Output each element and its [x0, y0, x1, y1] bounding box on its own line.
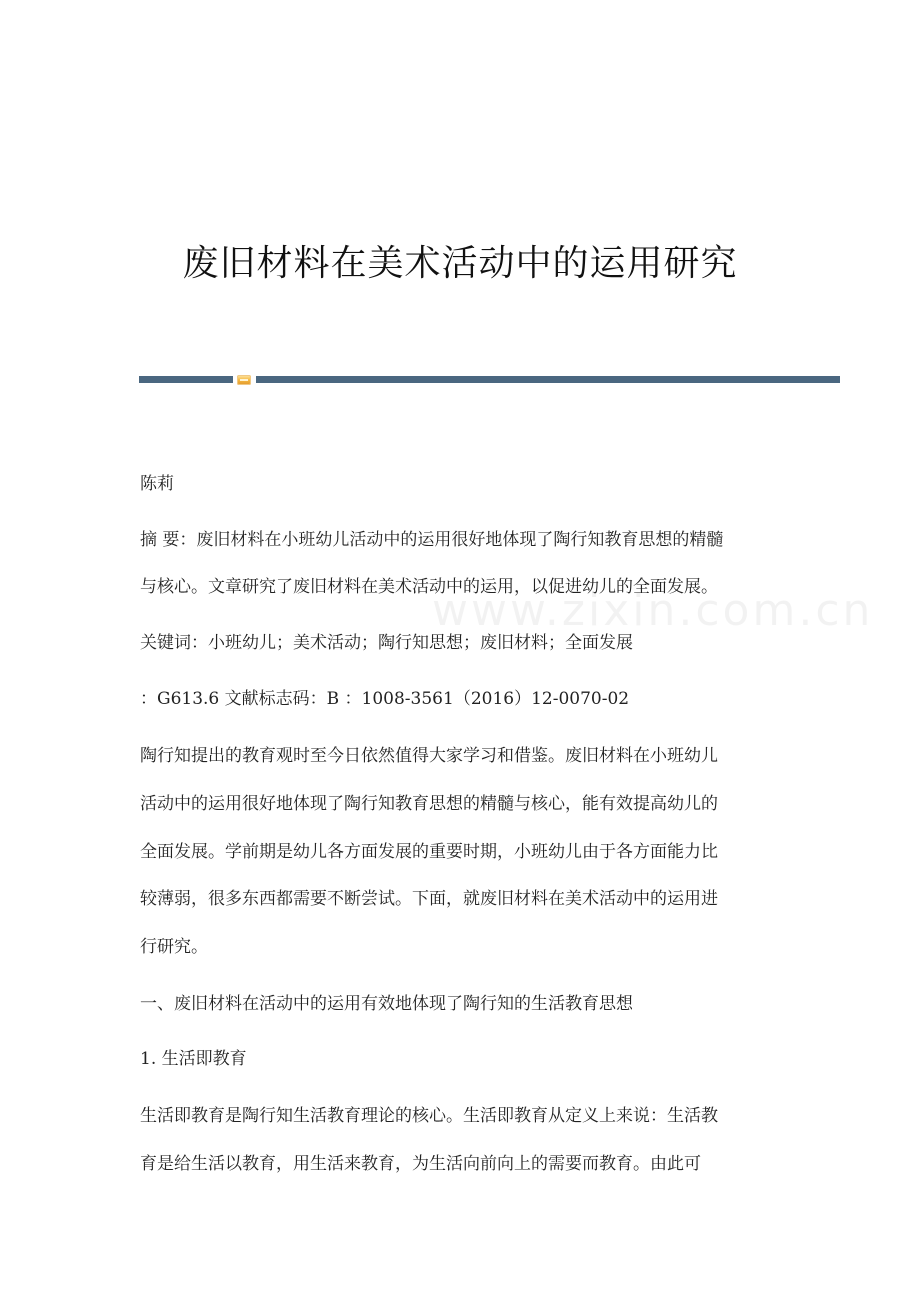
- body-line-2: 育是给生活以教育，用生活来教育，为生活向前向上的需要而教育。由此可: [140, 1154, 701, 1174]
- intro-line-2: 活动中的运用很好地体现了陶行知教育思想的精髓与核心，能有效提高幼儿的: [140, 794, 718, 814]
- divider-bar-right: [256, 376, 840, 383]
- intro-line-1: 陶行知提出的教育观时至今日依然值得大家学习和借鉴。废旧材料在小班幼儿: [140, 746, 718, 766]
- intro-line-5: 行研究。: [140, 937, 208, 957]
- divider-bar-left: [139, 376, 233, 383]
- abstract-line-2: 与核心。文章研究了废旧材料在美术活动中的运用，以促进幼儿的全面发展。: [140, 577, 718, 597]
- author-name: 陈莉: [140, 474, 174, 494]
- intro-line-3: 全面发展。学前期是幼儿各方面发展的重要时期，小班幼儿由于各方面能力比: [140, 842, 718, 862]
- divider-ornament-icon: [237, 375, 251, 385]
- subsection-heading-1: 1. 生活即教育: [140, 1049, 247, 1069]
- page-title: 废旧材料在美术活动中的运用研究: [182, 243, 738, 285]
- classification-line: ：G613.6 文献标志码：B ：1008-3561（2016）12-0070-02: [140, 689, 630, 709]
- intro-line-4: 较薄弱，很多东西都需要不断尝试。下面，就废旧材料在美术活动中的运用进: [140, 889, 718, 909]
- keywords-line: 关键词：小班幼儿；美术活动；陶行知思想；废旧材料；全面发展: [140, 633, 633, 653]
- body-line-1: 生活即教育是陶行知生活教育理论的核心。生活即教育从定义上来说：生活教: [140, 1106, 718, 1126]
- watermark: www.zixin.com.cn: [432, 585, 874, 636]
- abstract-line-1: 摘 要：废旧材料在小班幼儿活动中的运用很好地体现了陶行知教育思想的精髓: [140, 530, 724, 550]
- title-divider: [139, 375, 840, 385]
- section-heading-1: 一、废旧材料在活动中的运用有效地体现了陶行知的生活教育思想: [140, 994, 633, 1014]
